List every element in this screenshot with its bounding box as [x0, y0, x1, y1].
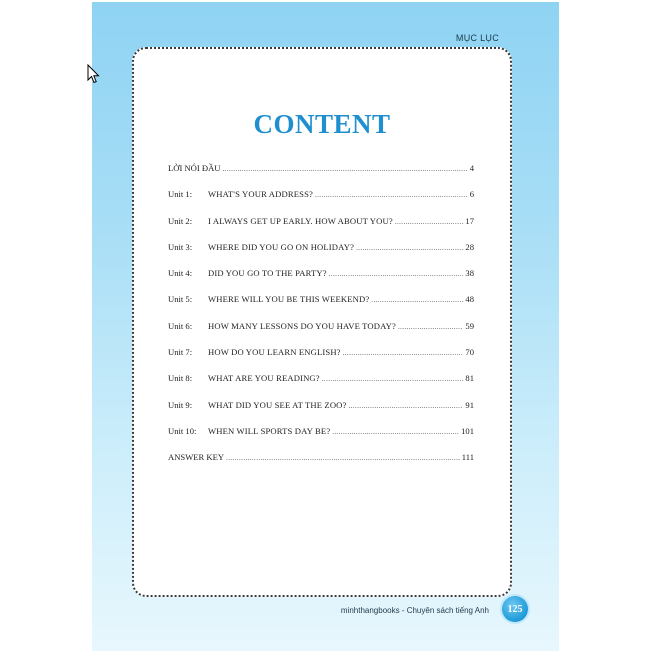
toc-unit-label: ANSWER KEY	[168, 452, 225, 463]
toc-unit-title: WHERE WILL YOU BE THIS WEEKEND?	[208, 294, 370, 305]
toc-entry	[168, 426, 474, 452]
toc-unit-title: WHAT DID YOU SEE AT THE ZOO?	[208, 399, 347, 410]
toc-unit-title: WHAT'S YOUR ADDRESS?	[208, 189, 313, 200]
toc-dot-leader	[223, 165, 468, 173]
section-label: MỤC LỤC	[455, 33, 499, 43]
page-number-badge: 125	[502, 596, 528, 622]
book-page	[92, 2, 559, 651]
toc-unit-label: Unit 10:	[168, 425, 197, 436]
toc-entry	[168, 189, 474, 215]
toc-unit-title: HOW DO YOU LEARN ENGLISH?	[208, 347, 341, 358]
toc-unit-label: Unit 4:	[168, 268, 193, 279]
toc-unit-title: HOW MANY LESSONS DO YOU HAVE TODAY?	[208, 320, 396, 331]
toc-page-number: 91	[465, 399, 474, 410]
toc-unit-label: Unit 6:	[168, 320, 193, 331]
toc-unit-label: Unit 5:	[168, 294, 193, 305]
toc-page-number: 101	[461, 425, 474, 436]
toc-unit-title: WHEN WILL SPORTS DAY BE?	[208, 425, 331, 436]
toc-entry	[168, 321, 474, 347]
toc-page-number: 17	[465, 215, 474, 226]
toc-page-number: 38	[465, 268, 474, 279]
toc-dot-leader	[356, 244, 463, 252]
toc-unit-title: WHERE DID YOU GO ON HOLIDAY?	[208, 241, 355, 252]
toc-entry	[168, 400, 474, 426]
toc-dot-leader	[371, 296, 463, 304]
toc-entry	[168, 268, 474, 294]
toc-dot-leader	[349, 402, 464, 410]
toc-page-number: 111	[461, 452, 474, 463]
toc-unit-label: Unit 1:	[168, 189, 193, 200]
footer-publisher: minhthangbooks - Chuyên sách tiếng Anh	[340, 606, 489, 615]
table-of-contents	[168, 163, 474, 479]
toc-entry	[168, 452, 474, 478]
toc-unit-label: Unit 9:	[168, 399, 193, 410]
toc-dot-leader	[322, 375, 464, 383]
toc-dot-leader	[395, 218, 464, 226]
content-card	[132, 47, 512, 597]
toc-unit-label: LỜI NÓI ĐẦU	[168, 163, 221, 173]
toc-dot-leader	[329, 270, 464, 278]
toc-page-number: 4	[469, 163, 474, 173]
toc-entry	[168, 242, 474, 268]
page-title: CONTENT	[253, 109, 391, 139]
toc-dot-leader	[315, 191, 468, 199]
toc-entry	[168, 373, 474, 399]
toc-page-number: 28	[465, 241, 474, 252]
toc-page-number: 59	[465, 320, 474, 331]
toc-entry	[168, 163, 474, 189]
toc-entry	[168, 216, 474, 242]
toc-page-number: 81	[465, 373, 474, 384]
toc-page-number: 70	[465, 347, 474, 358]
toc-unit-label: Unit 3:	[168, 241, 193, 252]
toc-entry	[168, 347, 474, 373]
toc-unit-label: Unit 7:	[168, 347, 193, 358]
toc-dot-leader	[332, 428, 459, 436]
toc-dot-leader	[343, 349, 464, 357]
mouse-pointer-icon	[87, 64, 101, 84]
toc-dot-leader	[398, 323, 463, 331]
toc-unit-title: DID YOU GO TO THE PARTY?	[208, 268, 327, 279]
toc-page-number: 6	[469, 189, 474, 200]
toc-page-number: 48	[465, 294, 474, 305]
toc-unit-title: WHAT ARE YOU READING?	[208, 373, 320, 384]
toc-unit-label: Unit 8:	[168, 373, 193, 384]
toc-dot-leader	[226, 454, 460, 462]
toc-unit-title: I ALWAYS GET UP EARLY. HOW ABOUT YOU?	[208, 215, 393, 226]
toc-unit-label: Unit 2:	[168, 215, 193, 226]
toc-entry	[168, 294, 474, 320]
